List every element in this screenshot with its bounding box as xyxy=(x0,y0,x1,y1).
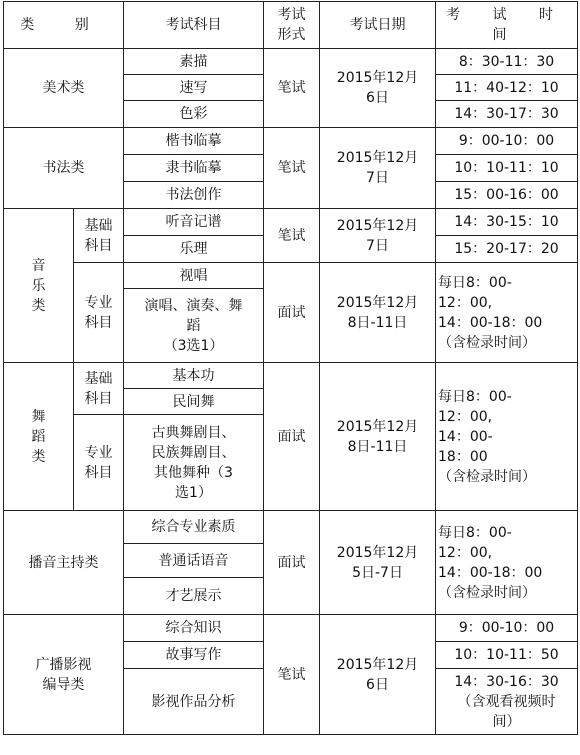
subject-cell: 影视作品分析 xyxy=(124,669,264,735)
time-cell: 8：30-11：30 xyxy=(436,49,578,75)
subject-cell: 故事写作 xyxy=(124,642,264,669)
header-date: 考试日期 xyxy=(320,2,436,49)
category-music: 音 乐 类 xyxy=(4,209,74,363)
form-cell: 笔试 xyxy=(264,128,320,209)
subject-cell: 色彩 xyxy=(124,101,264,128)
subject-cell: 综合专业素质 xyxy=(124,511,264,544)
header-category: 类 别 xyxy=(4,2,124,49)
date-cell: 2015年12月 6日 xyxy=(320,615,436,735)
subject-cell: 综合知识 xyxy=(124,615,264,642)
form-cell: 面试 xyxy=(264,263,320,363)
date-cell: 2015年12月 8日-11日 xyxy=(320,363,436,511)
time-cell: 15：00-16：00 xyxy=(436,182,578,209)
header-form: 考试 形式 xyxy=(264,2,320,49)
table-row xyxy=(4,263,578,289)
header-row xyxy=(4,2,578,49)
date-cell: 2015年12月 5日-7日 xyxy=(320,511,436,615)
category-calligraphy: 书法类 xyxy=(4,128,124,209)
date-cell: 2015年12月 6日 xyxy=(320,49,436,128)
subject-cell: 素描 xyxy=(124,49,264,75)
time-cell: 每日8：00- 12：00, 14：00- 18：00 （含检录时间） xyxy=(436,363,578,511)
date-cell: 2015年12月 7日 xyxy=(320,209,436,263)
subject-cell: 普通话语音 xyxy=(124,544,264,578)
date-cell: 2015年12月 7日 xyxy=(320,128,436,209)
subject-cell: 听音记谱 xyxy=(124,209,264,236)
time-cell: 每日8：00- 12：00, 14：00-18：00 （含检录时间） xyxy=(436,511,578,615)
category-dance: 舞 蹈 类 xyxy=(4,363,74,511)
time-cell: 9：00-10：00 xyxy=(436,615,578,642)
time-cell: 14：30-17：30 xyxy=(436,101,578,128)
dance-major-label: 专业 科目 xyxy=(74,415,124,511)
subject-cell: 民间舞 xyxy=(124,389,264,415)
category-film: 广播影视 编导类 xyxy=(4,615,124,735)
table-row xyxy=(4,128,578,155)
time-cell: 14：30-16：30 （含观看视频时 间） xyxy=(436,669,578,735)
table-row xyxy=(4,511,578,544)
form-cell: 面试 xyxy=(264,511,320,615)
category-broadcast: 播音主持类 xyxy=(4,511,124,615)
date-cell: 2015年12月 8日-11日 xyxy=(320,263,436,363)
table-row xyxy=(4,615,578,642)
form-cell: 面试 xyxy=(264,363,320,511)
time-cell: 9：00-10：00 xyxy=(436,128,578,155)
time-cell: 每日8：00- 12：00, 14：00-18：00 （含检录时间） xyxy=(436,263,578,363)
subject-cell: 古典舞剧目、 民族舞剧目、 其他舞种（3 选1） xyxy=(124,415,264,511)
time-cell: 10：10-11：10 xyxy=(436,155,578,182)
subject-cell: 演唱、演奏、舞 蹈 （3选1） xyxy=(124,289,264,363)
subject-cell: 视唱 xyxy=(124,263,264,289)
header-time: 考 试 时 间 xyxy=(436,2,578,49)
time-cell: 11：40-12：10 xyxy=(436,75,578,101)
category-art: 美术类 xyxy=(4,49,124,128)
subject-cell: 速写 xyxy=(124,75,264,101)
table-row xyxy=(4,363,578,389)
subject-cell: 楷书临摹 xyxy=(124,128,264,155)
form-cell: 笔试 xyxy=(264,209,320,263)
header-subject: 考试科目 xyxy=(124,2,264,49)
music-major-label: 专业 科目 xyxy=(74,263,124,363)
time-cell: 14：30-15：10 xyxy=(436,209,578,236)
time-cell: 10：10-11：50 xyxy=(436,642,578,669)
subject-cell: 乐理 xyxy=(124,236,264,263)
music-basic-label: 基础 科目 xyxy=(74,209,124,263)
table-row xyxy=(4,209,578,236)
exam-schedule-table xyxy=(3,1,578,735)
time-cell: 15：20-17：20 xyxy=(436,236,578,263)
subject-cell: 基本功 xyxy=(124,363,264,389)
form-cell: 笔试 xyxy=(264,49,320,128)
subject-cell: 书法创作 xyxy=(124,182,264,209)
dance-basic-label: 基础 科目 xyxy=(74,363,124,415)
subject-cell: 隶书临摹 xyxy=(124,155,264,182)
form-cell: 笔试 xyxy=(264,615,320,735)
table-row xyxy=(4,49,578,75)
subject-cell: 才艺展示 xyxy=(124,578,264,615)
